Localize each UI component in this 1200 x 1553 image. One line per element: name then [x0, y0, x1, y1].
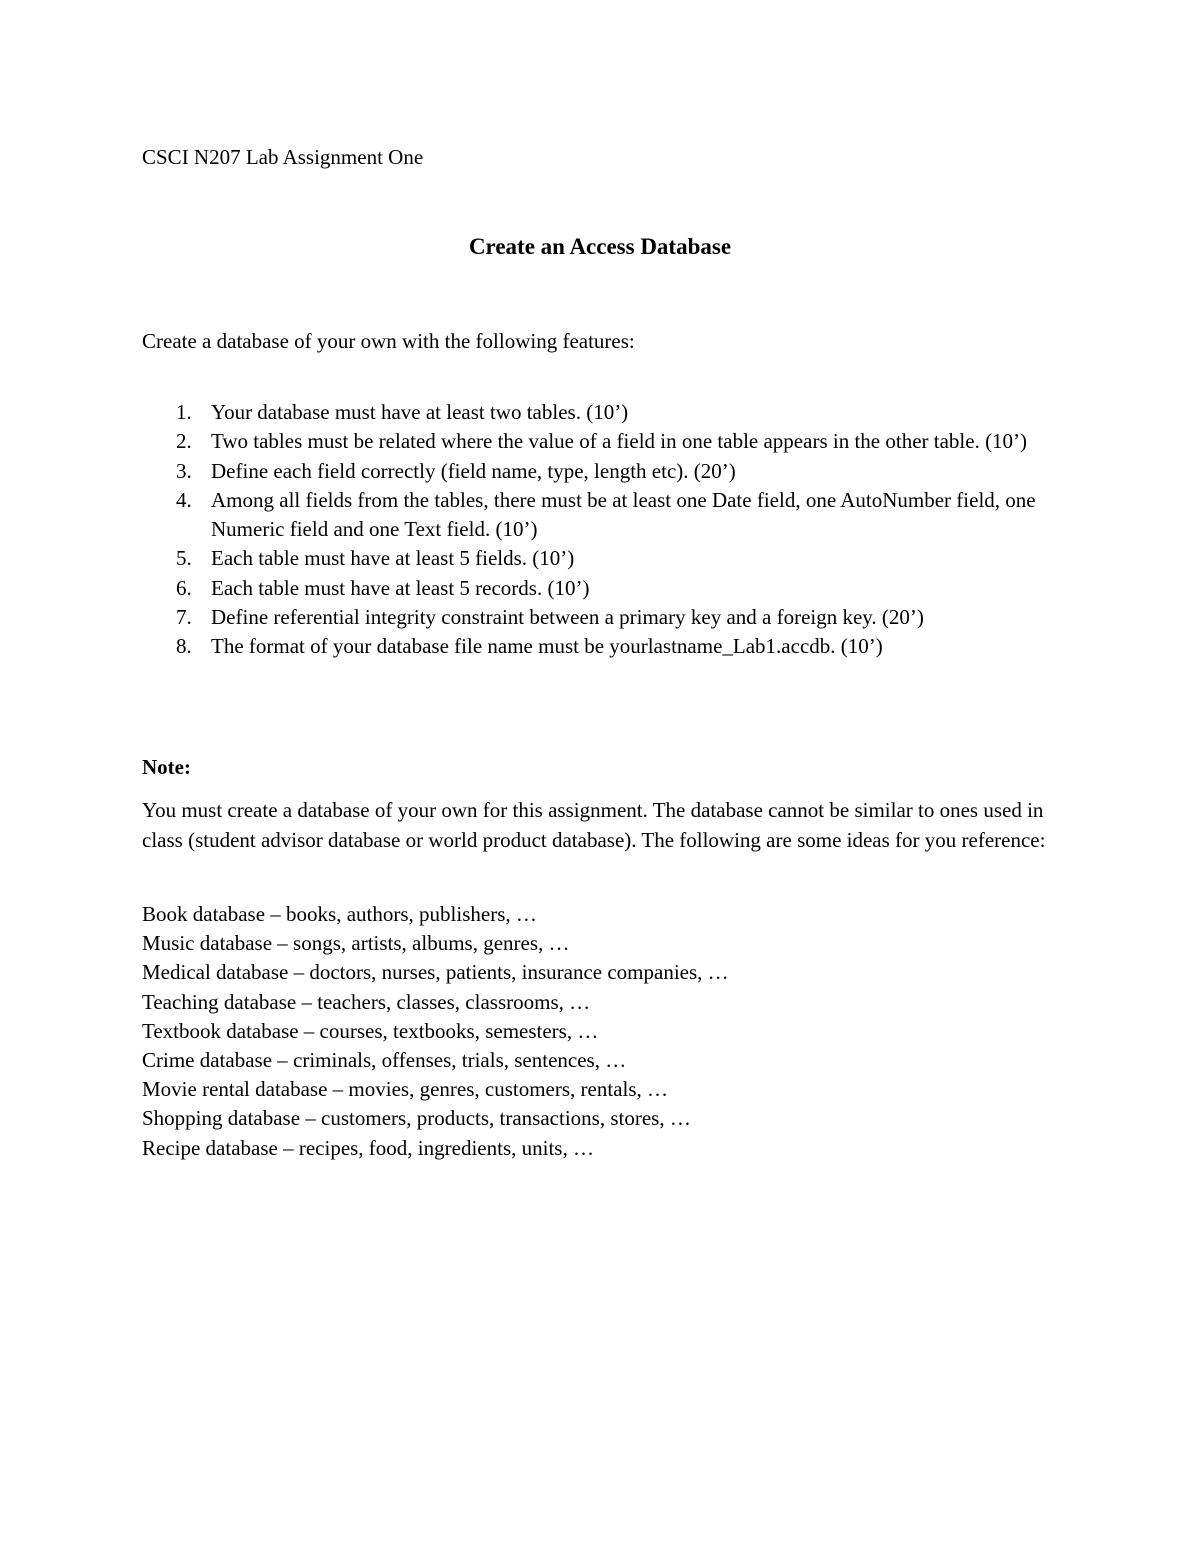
list-item-text: Two tables must be related where the value of a field in one table appears in the other table. (10’) [211, 429, 1028, 454]
list-item [142, 632, 1062, 661]
list-item-number: 2. [176, 429, 192, 454]
intro-text: Create a database of your own with the following features: [142, 329, 635, 353]
list-item [142, 427, 1062, 456]
list-item [142, 486, 1062, 545]
note-heading: Note: [142, 755, 191, 779]
list-item-text: Among all fields from the tables, there must be at least one Date field, one AutoNumber field, one Numeric field and one Text field. (10’) [211, 487, 1036, 542]
course-header: CSCI N207 Lab Assignment One [142, 145, 424, 169]
list-item-text: The format of your database file name must be yourlastname_Lab1.accdb. (10’) [211, 634, 883, 659]
list-item-number: 8. [176, 634, 192, 659]
list-item [142, 398, 1062, 427]
idea-item: Shopping database – customers, products, transactions, stores, … [142, 1106, 691, 1131]
list-item-number: 3. [176, 458, 192, 483]
idea-item: Crime database – criminals, offenses, trials, sentences, … [142, 1048, 627, 1073]
idea-item: Movie rental database – movies, genres, customers, rentals, … [142, 1077, 669, 1102]
list-item-text: Define each field correctly (field name, type, length etc). (20’) [211, 458, 736, 483]
idea-item: Book database – books, authors, publishers, … [142, 902, 537, 926]
list-item-text: Your database must have at least two tables. (10’) [211, 400, 629, 424]
list-item-text: Each table must have at least 5 records. (10’) [211, 575, 590, 600]
note-paragraph: You must create a database of your own for this assignment. The database cannot be similar to ones used in class (student advisor database or world product database). The following are some ideas for you reference: [142, 798, 1046, 852]
idea-item: Music database – songs, artists, albums, genres, … [142, 931, 570, 956]
list-item-number: 7. [176, 605, 192, 630]
list-item-number: 6. [176, 575, 192, 600]
list-item-text: Each table must have at least 5 fields. (10’) [211, 546, 575, 571]
idea-item: Textbook database – courses, textbooks, semesters, … [142, 1018, 599, 1043]
list-item-number: 5. [176, 546, 192, 571]
list-item-number: 1. [176, 400, 192, 424]
list-item [142, 603, 1062, 632]
list-item-text: Define referential integrity constraint between a primary key and a foreign key. (20’) [211, 605, 924, 630]
idea-item: Medical database – doctors, nurses, patients, insurance companies, … [142, 960, 729, 985]
ideas-list [142, 900, 729, 1163]
list-item [142, 574, 1062, 603]
list-item-number: 4. [176, 487, 192, 512]
list-item [142, 544, 1062, 573]
idea-item: Recipe database – recipes, food, ingredients, units, … [142, 1135, 594, 1160]
features-list [142, 398, 1062, 662]
list-item [142, 457, 1062, 486]
page-title: Create an Access Database [468, 234, 732, 259]
idea-item: Teaching database – teachers, classes, classrooms, … [142, 989, 591, 1014]
